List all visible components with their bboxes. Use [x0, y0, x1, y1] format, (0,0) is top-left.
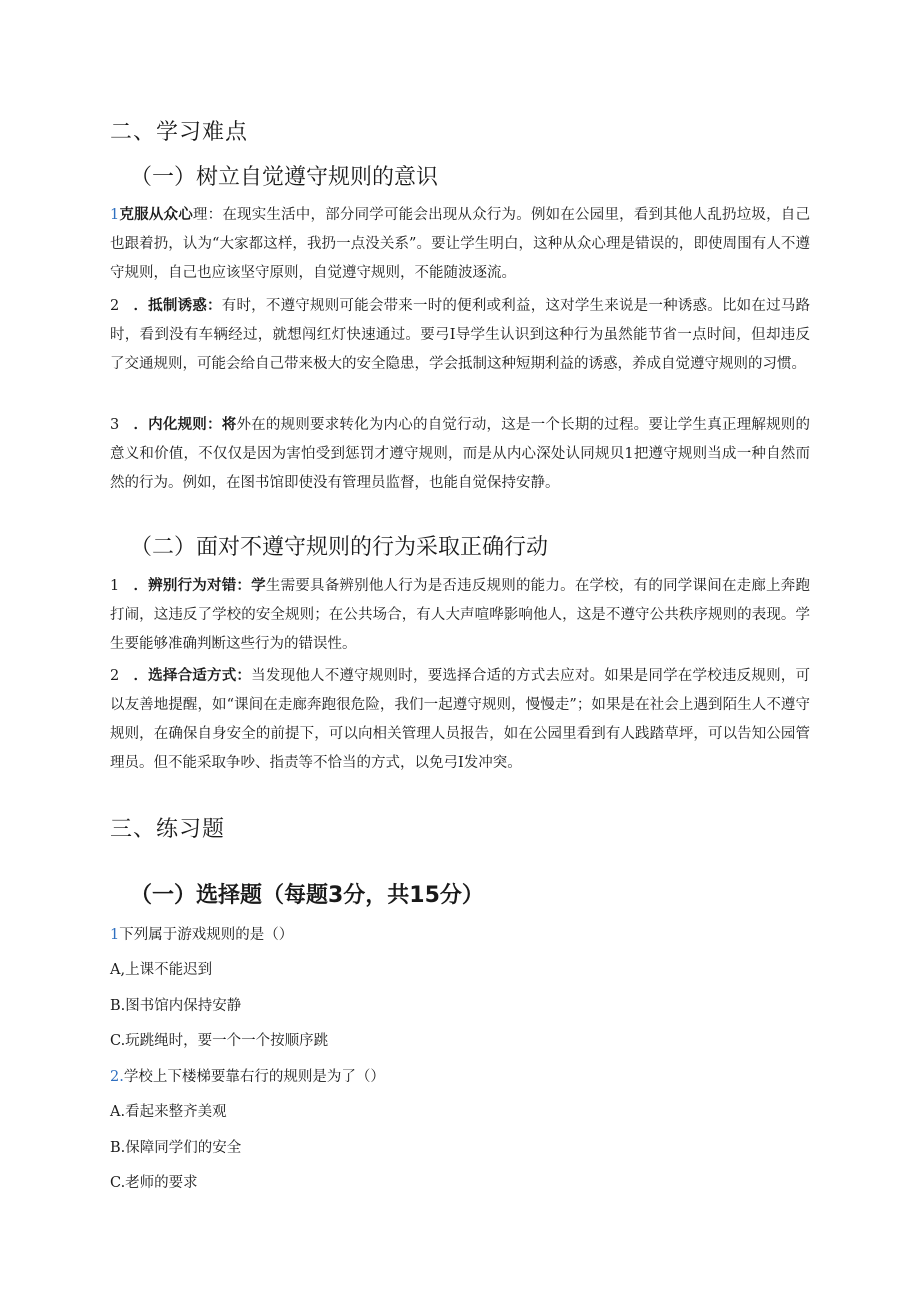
question-1-option-b: B.图书馆内保持安静 — [110, 998, 242, 1014]
subsection-heading-multiple-choice: （一）选择题（每题3分，共15分） — [130, 883, 484, 908]
paragraph-item-1 — [110, 201, 810, 288]
item-text: 有时，不遵守规则可能会带来一时的便利或利益，这对学生来说是一种诱惑。比如在过马路时，看到没有车辆经过，就想闯红灯快速通过。要弓I导学生认识到这种行为虽然能节省一点时间，但却违反了交通规则，可能会给自己带来极大的安全隐患，学会抵制这种短期利益的诱惑，养成自觉遵守规则的习惯。 — [110, 298, 811, 372]
item-text: 外在的规则要求转化为内心的自觉行动，这是一个长期的过程。要让学生真正理解规则的意义和价值，不仅仅是因为害怕受到惩罚才遵守规则，而是从内心深处认同规贝1把遵守规则当成一种自然而然的行为。例如，在图书馆即使没有管理员监督，也能自觉保持安静。 — [110, 417, 811, 491]
section-heading-exercises: 三、练习题 — [110, 817, 226, 842]
question-2-option-a: A.看起来整齐美观 — [110, 1104, 227, 1120]
paragraph-item-2 — [110, 292, 810, 379]
question-text: 学校上下楼梯要靠右行的规则是为了（） — [123, 1069, 385, 1085]
question-1 — [110, 924, 293, 946]
question-1-option-a: A,上课不能迟到 — [110, 962, 213, 978]
item-label: ．内化规则：将 — [133, 417, 237, 433]
question-2-option-b: B.保障同学们的安全 — [110, 1140, 242, 1156]
item-label: ．抵制诱惑： — [133, 298, 222, 314]
item-number: 2 — [110, 668, 120, 684]
question-number: 1 — [110, 927, 120, 943]
subsection-heading-awareness: （一）树立自觉遵守规则的意识 — [130, 165, 439, 190]
question-2-option-c: C.老师的要求 — [110, 1175, 198, 1191]
question-text: 下列属于游戏规则的是（） — [119, 927, 294, 943]
paragraph-item-3 — [110, 411, 810, 498]
question-number: 2. — [110, 1069, 124, 1085]
paragraph-action-1 — [110, 572, 810, 659]
section-heading-difficulties: 二、学习难点 — [110, 120, 249, 145]
item-label: ．辨别行为对错：学 — [133, 578, 266, 594]
item-label: 克服从众心 — [119, 207, 193, 223]
item-text: 当发现他人不遵守规则时，要选择合适的方式去应对。如果是同学在学校违反规则，可以友善地提醒，如“课间在走廊奔跑很危险，我们一起遵守规则，慢慢走”；如果是在社会上遇到陌生人不遵守规则，在确保自身安全的前提下，可以向相关管理人员报告，如在公园里看到有人践踏草坪，可以告知公园管理员。但不能采取争吵、指责等不恰当的方式，以免弓I发冲突。 — [110, 668, 811, 771]
item-number: 1 — [110, 578, 120, 594]
question-1-option-c: C.玩跳绳时，要一个一个按顺序跳 — [110, 1033, 329, 1049]
question-2 — [110, 1066, 385, 1088]
subsection-heading-actions: （二）面对不遵守规则的行为采取正确行动 — [130, 535, 549, 560]
item-label: ．选择合适方式： — [133, 668, 252, 684]
item-number: 2 — [110, 298, 120, 314]
item-text: 生需要具备辨别他人行为是否违反规则的能力。在学校，有的同学课间在走廊上奔跑打闹，这违反了学校的安全规则；在公共场合，有人大声喧哗影响他人，这是不遵守公共秩序规则的表现。学生要能够准确判断这些行为的错误性。 — [110, 578, 810, 652]
item-number: 1 — [110, 207, 120, 223]
paragraph-action-2 — [110, 662, 810, 778]
item-text: 理：在现实生活中，部分同学可能会出现从众行为。例如在公园里，看到其他人乱扔垃圾，自己也跟着扔，认为“大家都这样，我扔一点没关系”。要让学生明白，这种从众心理是错误的，即使周围有人不遵守规则，自己也应该坚守原则，自觉遵守规则，不能随波逐流。 — [110, 207, 811, 281]
item-number: 3 — [110, 417, 120, 433]
